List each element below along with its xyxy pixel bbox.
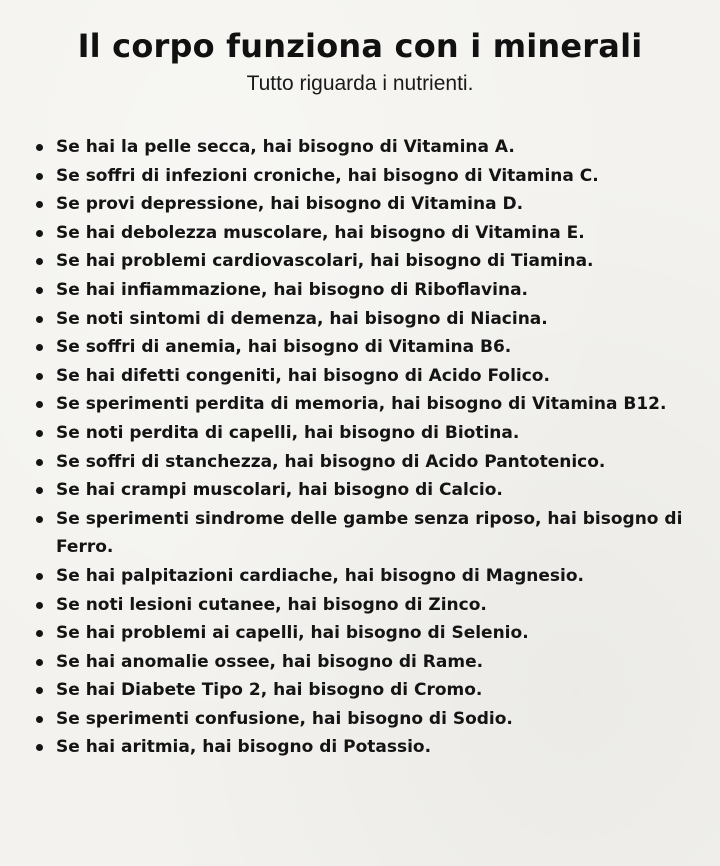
list-item: [32, 505, 700, 562]
bullet-icon: [36, 602, 43, 609]
bullet-icon: [36, 430, 43, 437]
list-item-text: Se sperimenti confusione, hai bisogno di Sodio.: [56, 708, 513, 729]
list-item-text: Se hai problemi ai capelli, hai bisogno di Selenio.: [56, 623, 529, 644]
list-item: [32, 733, 700, 762]
bullet-icon: [36, 573, 43, 580]
bullet-icon: [36, 258, 43, 265]
deficiency-list: [32, 133, 700, 762]
list-item: [32, 676, 700, 705]
list-item-text: Se hai aritmia, hai bisogno di Potassio.: [56, 737, 432, 758]
bullet-icon: [36, 230, 43, 237]
list-item: [32, 190, 700, 219]
bullet-icon: [36, 687, 43, 694]
list-item: [32, 276, 700, 305]
list-item: [32, 476, 700, 505]
bullet-icon: [36, 173, 43, 180]
list-item-text: Se sperimenti sindrome delle gambe senza riposo, hai bisogno di Ferro.: [56, 508, 683, 558]
list-item-text: Se soffri di infezioni croniche, hai bisogno di Vitamina C.: [56, 165, 599, 186]
page-subtitle: Tutto riguarda i nutrienti.: [246, 72, 474, 95]
list-item: [32, 162, 700, 191]
list-item-text: Se hai infiammazione, hai bisogno di Riboflavina.: [56, 279, 528, 300]
list-item: [32, 619, 700, 648]
bullet-icon: [36, 459, 43, 466]
list-item-text: Se hai debolezza muscolare, hai bisogno di Vitamina E.: [56, 222, 585, 243]
bullet-icon: [36, 659, 43, 666]
list-item: [32, 591, 700, 620]
list-item: [32, 390, 700, 419]
list-item: [32, 133, 700, 162]
list-item-text: Se noti lesioni cutanee, hai bisogno di Zinco.: [56, 594, 487, 615]
list-item-text: Se noti perdita di capelli, hai bisogno di Biotina.: [56, 422, 520, 443]
bullet-icon: [36, 744, 43, 751]
bullet-icon: [36, 401, 43, 408]
list-item: [32, 562, 700, 591]
list-item: [32, 362, 700, 391]
list-item: [32, 419, 700, 448]
bullet-icon: [36, 487, 43, 494]
bullet-icon: [36, 344, 43, 351]
list-item: [32, 219, 700, 248]
list-item: [32, 247, 700, 276]
bullet-icon: [36, 316, 43, 323]
list-item: [32, 305, 700, 334]
page-title: Il corpo funziona con i minerali: [77, 27, 643, 65]
list-item: [32, 705, 700, 734]
bullet-icon: [36, 716, 43, 723]
bullet-icon: [36, 144, 43, 151]
list-item-text: Se sperimenti perdita di memoria, hai bisogno di Vitamina B12.: [56, 394, 667, 415]
list-item-text: Se hai difetti congeniti, hai bisogno di Acido Folico.: [56, 365, 550, 386]
list-item-text: Se soffri di stanchezza, hai bisogno di Acido Pantotenico.: [56, 451, 606, 472]
list-item-text: Se hai crampi muscolari, hai bisogno di Calcio.: [56, 480, 503, 501]
bullet-icon: [36, 630, 43, 637]
list-item-text: Se hai problemi cardiovascolari, hai bisogno di Tiamina.: [56, 251, 594, 272]
bullet-icon: [36, 516, 43, 523]
list-item-text: Se soffri di anemia, hai bisogno di Vitamina B6.: [56, 337, 512, 358]
list-item-text: Se hai palpitazioni cardiache, hai bisogno di Magnesio.: [56, 565, 584, 586]
list-item: [32, 333, 700, 362]
list-item-text: Se provi depressione, hai bisogno di Vitamina D.: [56, 194, 524, 215]
list-item: [32, 448, 700, 477]
bullet-icon: [36, 373, 43, 380]
list-item-text: Se noti sintomi di demenza, hai bisogno di Niacina.: [56, 308, 548, 329]
list-item: [32, 648, 700, 677]
list-item-text: Se hai la pelle secca, hai bisogno di Vitamina A.: [56, 137, 515, 157]
list-item-text: Se hai anomalie ossee, hai bisogno di Rame.: [56, 651, 484, 672]
bullet-icon: [36, 287, 43, 294]
bullet-icon: [36, 201, 43, 208]
list-item-text: Se hai Diabete Tipo 2, hai bisogno di Cromo.: [56, 680, 483, 701]
